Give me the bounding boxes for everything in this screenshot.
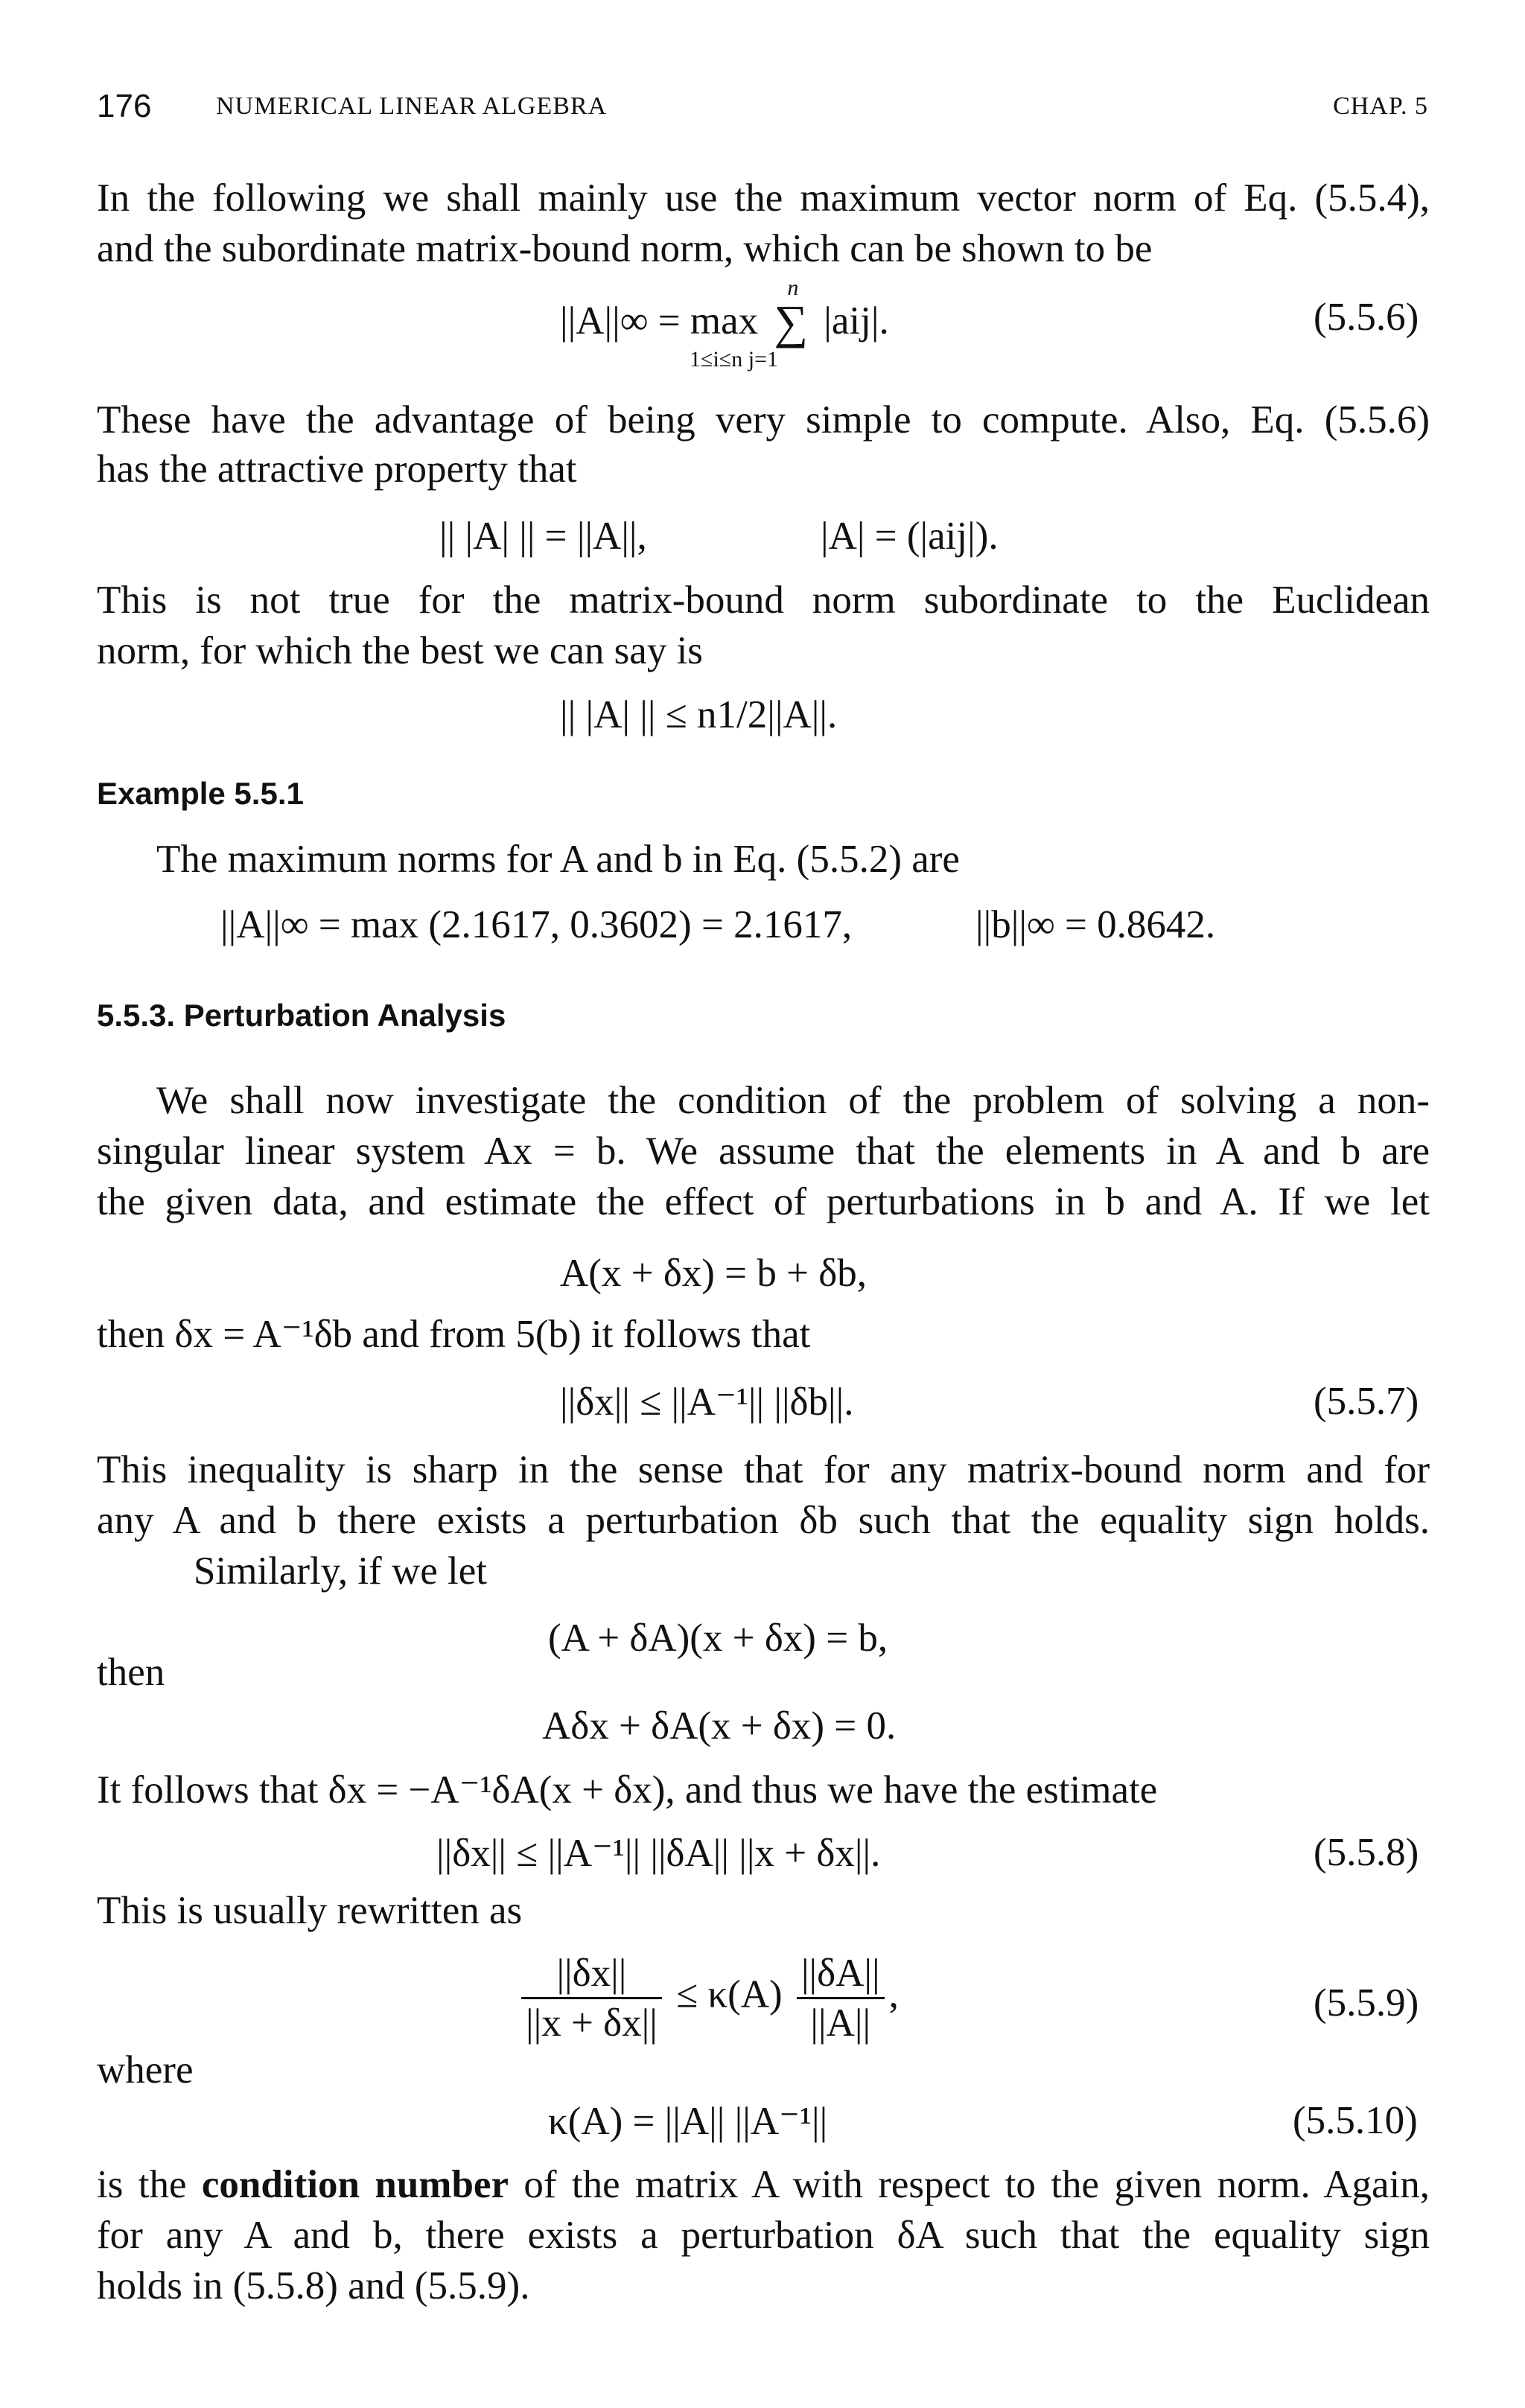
eq-abs-left: || |A| || = ||A||,: [439, 515, 647, 558]
para4-line3: the given data, and estimate the effect of perturbations in b and A. If we let: [97, 1180, 1430, 1223]
para3-line2: norm, for which the best we can say is: [97, 629, 703, 672]
eq-perturbation-A: (A + δA)(x + δx) = b,: [548, 1617, 888, 1660]
eq-556-number: (5.5.6): [1314, 296, 1419, 339]
running-title: NUMERICAL LINEAR ALGEBRA: [216, 92, 608, 120]
equation-5-5-7: ||δx|| ≤ ||A⁻¹|| ||δb||.: [560, 1380, 854, 1424]
running-header: [97, 88, 1428, 133]
example-heading: Example 5.5.1: [97, 776, 304, 811]
para5: then δx = A⁻¹δb and from 5(b) it follows that: [97, 1313, 811, 1356]
para1-line1: In the following we shall mainly use the maximum vector norm of Eq. (5.5.4),: [97, 176, 1430, 220]
example-text: The maximum norms for A and b in Eq. (5.5.2) are: [156, 838, 960, 881]
para6-line1: This inequality is sharp in the sense that for any matrix-bound norm and for: [97, 1448, 1430, 1491]
equation-5-5-6: [560, 275, 889, 350]
then-word: then: [97, 1651, 165, 1694]
eq-559-tail: ,: [888, 1972, 899, 2016]
para9-line1-a: is the: [97, 2163, 202, 2206]
eq-perturbation-b: A(x + δx) = b + δb,: [560, 1252, 867, 1295]
para9-line1: [97, 2159, 1430, 2210]
para4-line1: We shall now investigate the condition of the problem of solving a non-: [156, 1079, 1430, 1122]
para4-line2: singular linear system Ax = b. We assume that the elements in A and b are: [97, 1130, 1430, 1173]
sum-upper: n: [787, 275, 799, 300]
frac1-denominator: ||x + δx||: [526, 2001, 658, 2045]
para8: This is usually rewritten as: [97, 1889, 523, 1932]
para6-line3: Similarly, if we let: [194, 1549, 487, 1593]
example-eq-left: ||A||∞ = max (2.1617, 0.3602) = 2.1617,: [220, 903, 853, 946]
frac2-numerator: ||δA||: [797, 1951, 885, 1999]
para2-line1: These have the advantage of being very simple to compute. Also, Eq. (5.5.6): [97, 398, 1430, 442]
eq-euclidean-bound: || |A| || ≤ n1/2||A||.: [560, 693, 838, 736]
fraction-relative-error-x: [521, 1951, 662, 2045]
section-heading: 5.5.3. Perturbation Analysis: [97, 998, 506, 1033]
eq-558-number: (5.5.8): [1314, 1831, 1419, 1874]
eq-5510-number: (5.5.10): [1293, 2099, 1418, 2142]
para6-line2: any A and b there exists a perturbation δb such that the equality sign holds.: [97, 1499, 1430, 1542]
equation-5-5-9: [517, 1951, 899, 2045]
eq-556-body: |aij|.: [824, 299, 889, 343]
para7: It follows that δx = −A⁻¹δA(x + δx), and thus we have the estimate: [97, 1768, 1158, 1812]
sum-symbol: ∑ n: [774, 275, 809, 348]
where-word: where: [97, 2048, 194, 2092]
para9-line2: for any A and b, there exists a perturbation δA such that the equality sign: [97, 2214, 1430, 2257]
para1-line2: and the subordinate matrix-bound norm, which can be shown to be: [97, 227, 1153, 270]
eq-abs-right: |A| = (|aij|).: [821, 515, 999, 558]
equation-5-5-10: κ(A) = ||A|| ||A⁻¹||: [548, 2100, 828, 2143]
eq-557-number: (5.5.7): [1314, 1380, 1419, 1423]
equation-5-5-8: ||δx|| ≤ ||A⁻¹|| ||δA|| ||x + δx||.: [436, 1832, 881, 1875]
para3-line1: This is not true for the matrix-bound norm subordinate to the Euclidean: [97, 579, 1430, 622]
page-number: 176: [97, 88, 152, 124]
eq-556-limits: 1≤i≤n j=1: [690, 347, 779, 372]
para9-line1-b: of the matrix A with respect to the given norm. Again,: [508, 2163, 1430, 2206]
example-eq-right: ||b||∞ = 0.8642.: [975, 903, 1216, 946]
para9-line3: holds in (5.5.8) and (5.5.9).: [97, 2264, 530, 2307]
frac2-denominator: ||A||: [810, 2001, 871, 2045]
para2-line2: has the attractive property that: [97, 447, 577, 491]
eq-559-number: (5.5.9): [1314, 1981, 1419, 2025]
condition-number-term: condition number: [201, 2163, 509, 2206]
eq-556-lhs: ||A||∞ = max: [560, 299, 759, 343]
eq-perturbation-A2: Aδx + δA(x + δx) = 0.: [542, 1704, 897, 1748]
frac1-numerator: ||δx||: [521, 1951, 662, 1999]
eq-559-middle: ≤ κ(A): [676, 1972, 783, 2016]
chapter-label: CHAP. 5: [1333, 92, 1428, 120]
fraction-relative-error-A: [797, 1951, 885, 2045]
